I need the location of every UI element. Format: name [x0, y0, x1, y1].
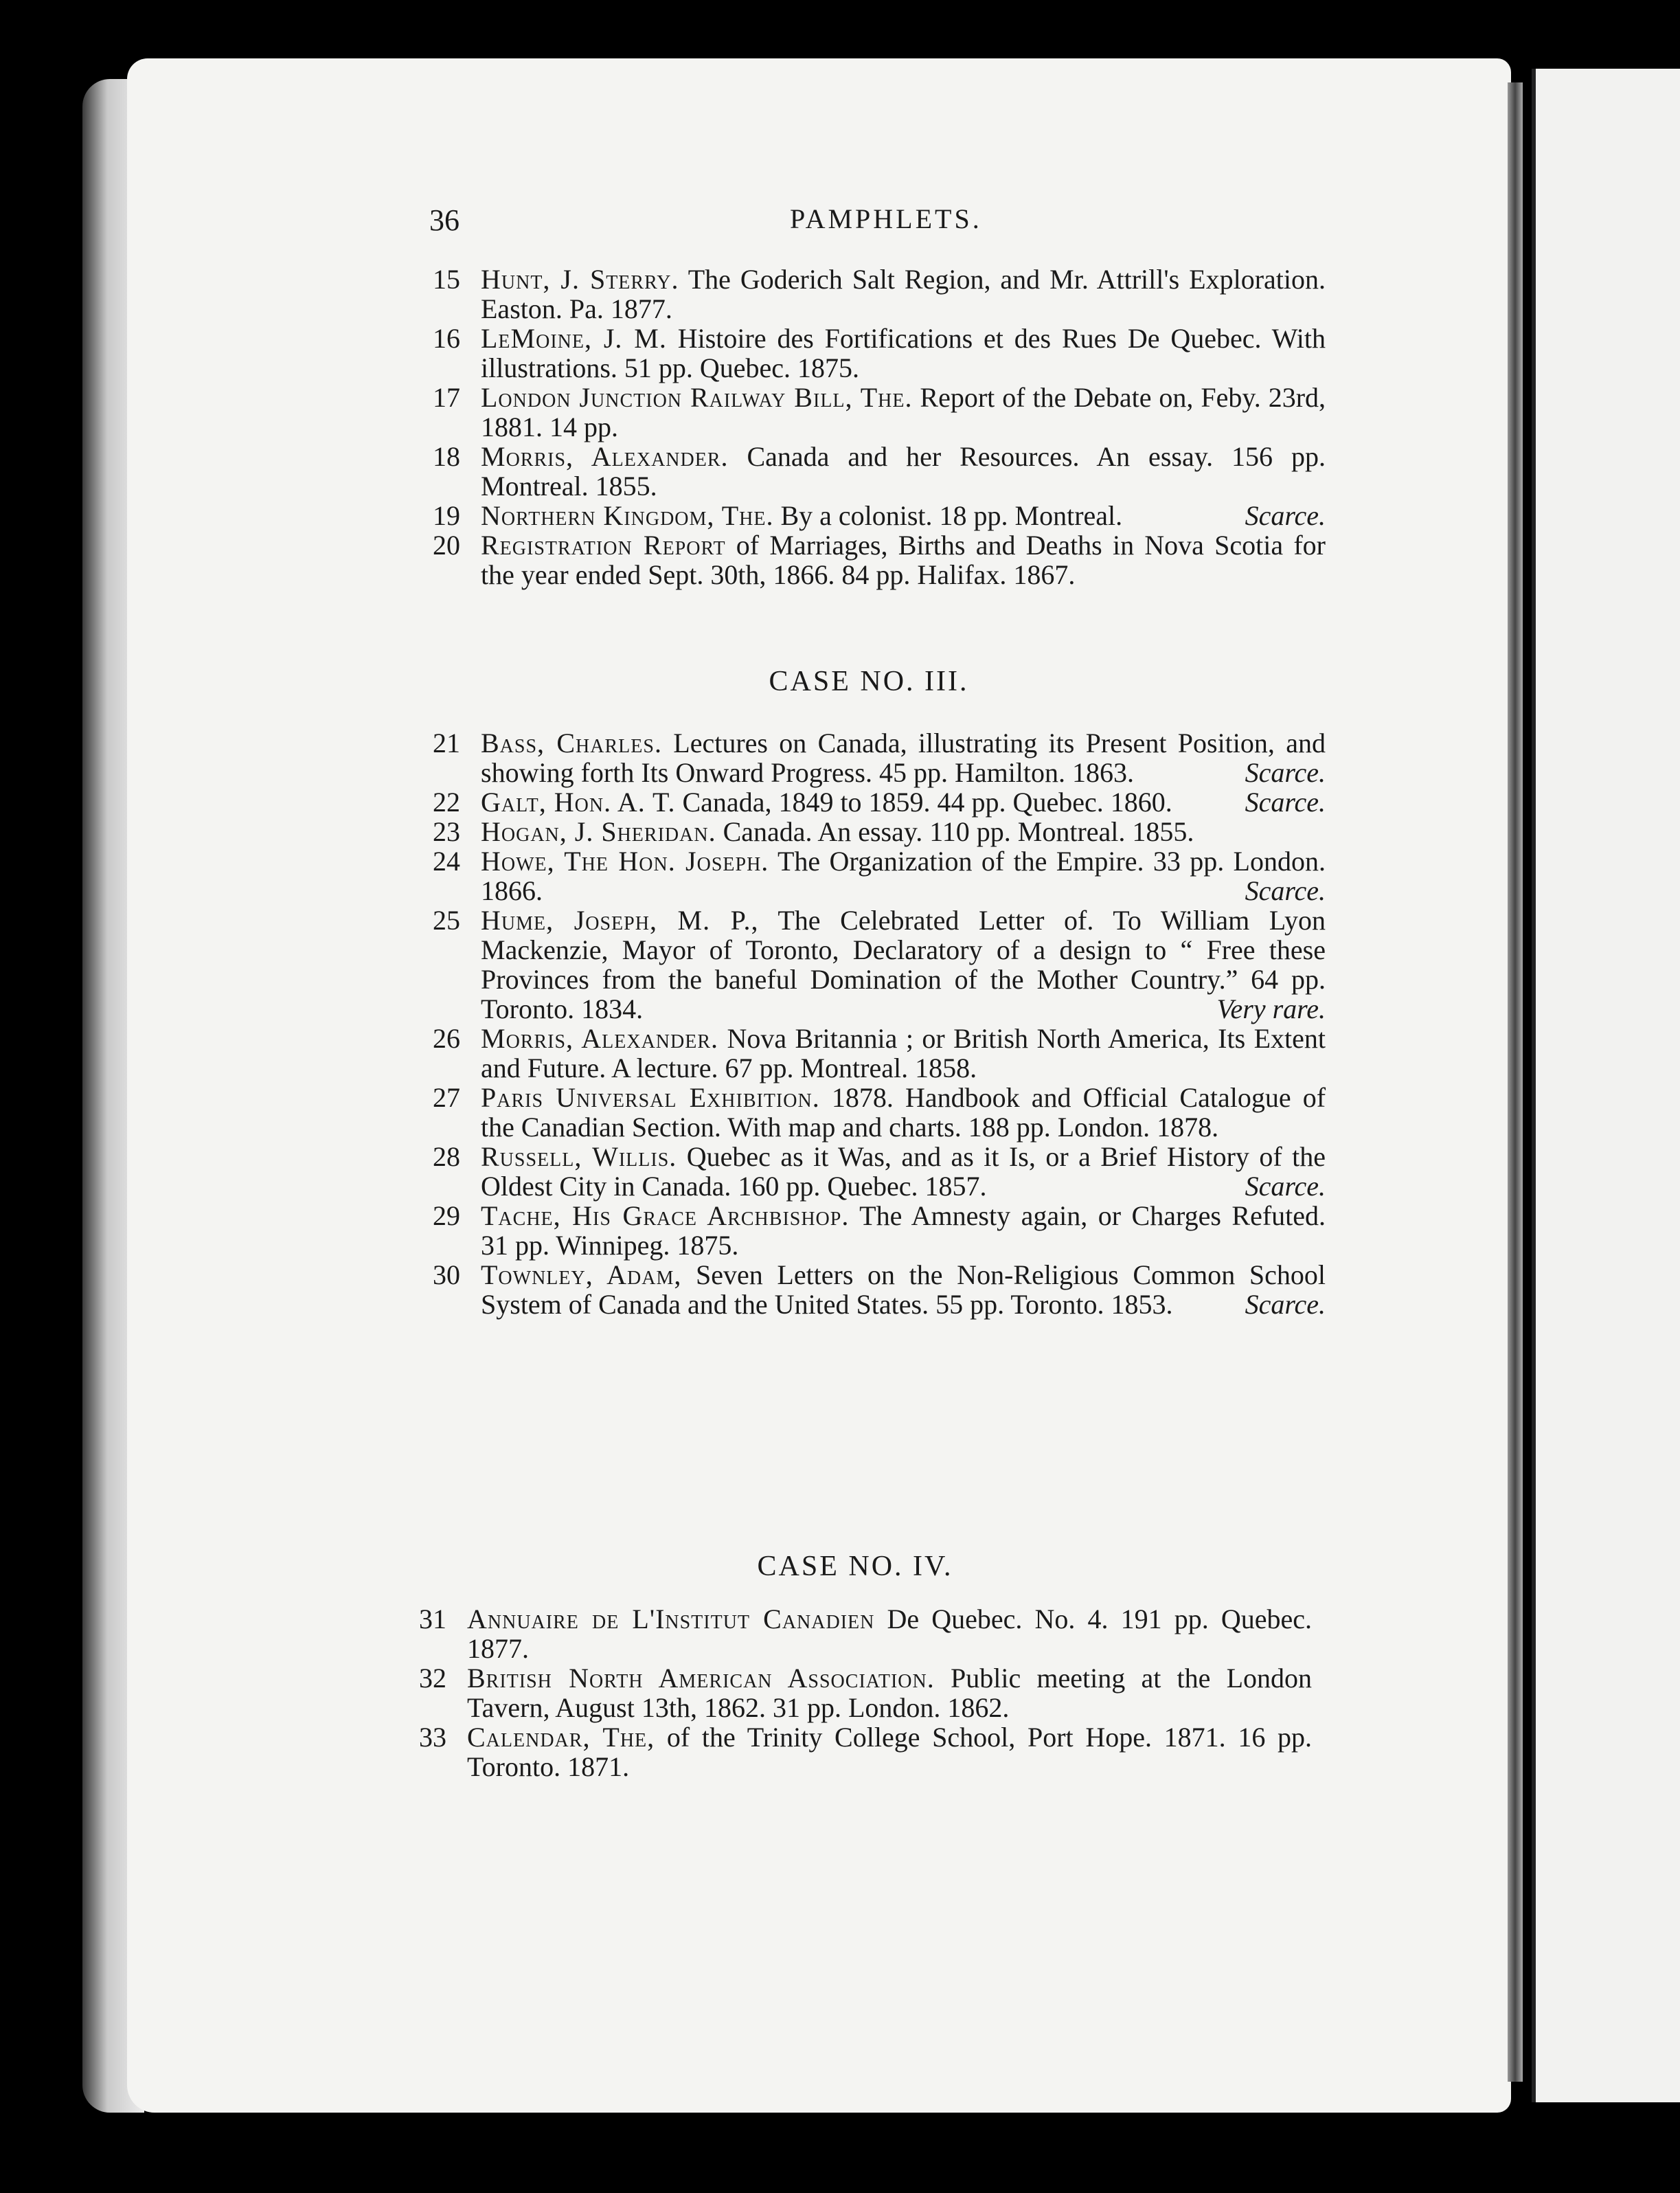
entry-text: The Amnesty again, or Charges Refuted. 31 pp. Winnipeg. 1875.: [481, 1200, 1326, 1261]
catalog-entry: [412, 846, 1326, 906]
entry-list-case4: [398, 1604, 1312, 1781]
entry-number: 18: [433, 441, 460, 472]
entry-body: [467, 1722, 1312, 1781]
entry-body: [481, 1260, 1326, 1319]
entry-body: [481, 1024, 1326, 1083]
entry-number: 20: [433, 530, 460, 561]
entry-author: London Junction Railway Bill, The.: [481, 382, 913, 413]
catalog-entry: [412, 817, 1326, 846]
page-number: 36: [429, 203, 459, 237]
catalog-entry: [412, 1260, 1326, 1319]
entry-text: Lectures on Canada, illustrating its Present Position, and showing forth Its Onward Progress. 45 pp. Hamilton. 1863.: [481, 728, 1326, 788]
facing-page: [1532, 69, 1680, 2102]
entry-text: Canada. An essay. 110 pp. Montreal. 1855.: [723, 816, 1194, 847]
catalog-entry: [412, 1024, 1326, 1083]
entry-author: LeMoine, J. M.: [481, 323, 667, 354]
entry-number: 32: [419, 1663, 446, 1694]
entry-number: 24: [433, 846, 460, 877]
entry-body: [481, 442, 1326, 501]
entry-author: Hunt, J. Sterry.: [481, 264, 679, 295]
entry-rarity-note: Very rare.: [1216, 993, 1326, 1024]
entry-text: Canada, 1849 to 1859. 44 pp. Quebec. 1860.: [682, 787, 1172, 818]
catalog-entry: [412, 787, 1326, 817]
entry-text: Nova Britannia ; or British North America, Its Extent and Future. A lecture. 67 pp. Montreal. 1858.: [481, 1023, 1326, 1083]
entry-text: Report of the Debate on, Feby. 23rd, 1881. 14 pp.: [481, 382, 1326, 442]
entry-rarity-note: Scarce.: [1245, 757, 1326, 788]
entry-number: 19: [433, 500, 460, 531]
entry-text: The Celebrated Letter of. To William Lyon Mackenzie, Mayor of Toronto, Declaratory of a design to “ Free these Provinces from the baneful Domination of the Mother Country.” 64 pp. Toronto. 1834.: [481, 905, 1326, 1024]
entry-body: [467, 1604, 1312, 1663]
entry-author: Paris Universal Exhibition.: [481, 1082, 820, 1113]
entry-list-pre-case3: [412, 265, 1326, 589]
entry-body: [481, 1142, 1326, 1201]
entry-author: Registration Report: [481, 530, 726, 561]
entry-body: [481, 1083, 1326, 1142]
catalog-entry: [412, 530, 1326, 589]
entry-author: Calendar, The,: [467, 1722, 655, 1753]
catalog-entry: [398, 1722, 1312, 1781]
entry-author: Townley, Adam,: [481, 1259, 682, 1290]
running-head: [429, 203, 1322, 244]
entry-text: of the Trinity College School, Port Hope. 1871. 16 pp. Toronto. 1871.: [467, 1722, 1313, 1782]
entry-author: British North American Association.: [467, 1663, 935, 1694]
entry-body: [481, 906, 1326, 1024]
catalog-entry: [412, 324, 1326, 383]
entry-number: 29: [433, 1200, 460, 1231]
catalog-entry: [398, 1663, 1312, 1722]
entry-body: [481, 787, 1326, 817]
entry-author: Morris, Alexander.: [481, 1023, 719, 1054]
entry-number: 25: [433, 905, 460, 936]
catalog-entry: [412, 1201, 1326, 1260]
entry-text: of Marriages, Births and Deaths in Nova Scotia for the year ended Sept. 30th, 1866. 84 pp. Halifax. 1867.: [481, 530, 1326, 590]
entry-rarity-note: Scarce.: [1245, 787, 1326, 818]
entry-author: Russell, Willis.: [481, 1141, 677, 1172]
entry-rarity-note: Scarce.: [1245, 1171, 1326, 1202]
entry-body: [481, 846, 1326, 906]
entry-text: 1878. Handbook and Official Catalogue of the Canadian Section. With map and charts. 188 pp. London. 1878.: [481, 1082, 1326, 1143]
catalog-entry: [412, 1142, 1326, 1201]
entry-text: Histoire des Fortifications et des Rues De Quebec. With illustrations. 51 pp. Quebec. 1875.: [481, 323, 1326, 383]
entry-number: 31: [419, 1604, 446, 1634]
entry-body: [481, 324, 1326, 383]
catalog-entry: [412, 906, 1326, 1024]
entry-author: Howe, The Hon. Joseph.: [481, 846, 769, 877]
entry-body: [481, 1201, 1326, 1260]
entry-number: 16: [433, 323, 460, 354]
entry-rarity-note: Scarce.: [1245, 875, 1326, 906]
entry-body: [481, 265, 1326, 324]
entry-list-case3: [412, 728, 1326, 1319]
entry-text: The Organization of the Empire. 33 pp. London. 1866.: [481, 846, 1326, 906]
entry-number: 17: [433, 382, 460, 413]
entry-text: Seven Letters on the Non-Religious Common School System of Canada and the United States. 55 pp. Toronto. 1853.: [481, 1259, 1326, 1320]
catalog-entry: [412, 383, 1326, 442]
entry-number: 28: [433, 1141, 460, 1172]
entry-number: 22: [433, 787, 460, 818]
entry-author: Tache, His Grace Archbishop.: [481, 1200, 850, 1231]
catalog-entry: [412, 442, 1326, 501]
case-heading-iv: CASE NO. IV.: [757, 1551, 953, 1582]
page-gutter: [1508, 82, 1523, 2082]
entry-text: Canada and her Resources. An essay. 156 pp. Montreal. 1855.: [481, 441, 1326, 502]
entry-body: [481, 728, 1326, 787]
entry-number: 15: [433, 264, 460, 295]
entry-number: 26: [433, 1023, 460, 1054]
catalog-entry: [412, 265, 1326, 324]
entry-body: [481, 501, 1326, 530]
entry-number: 23: [433, 816, 460, 847]
case-heading-iii: CASE NO. III.: [769, 666, 969, 697]
catalog-entry: [398, 1604, 1312, 1663]
entry-author: Hume, Joseph, M. P.,: [481, 905, 759, 936]
entry-text: Public meeting at the London Tavern, August 13th, 1862. 31 pp. London. 1862.: [467, 1663, 1313, 1723]
entry-body: [481, 817, 1326, 846]
entry-author: Galt, Hon. A. T.: [481, 787, 676, 818]
entry-text: Quebec as it Was, and as it Is, or a Brief History of the Oldest City in Canada. 160 pp. Quebec. 1857.: [481, 1141, 1326, 1202]
entry-text: By a colonist. 18 pp. Montreal.: [780, 500, 1123, 531]
entry-body: [481, 383, 1326, 442]
entry-author: Northern Kingdom, The.: [481, 500, 774, 531]
entry-rarity-note: Scarce.: [1245, 500, 1326, 531]
entry-number: 33: [419, 1722, 446, 1753]
catalog-entry: [412, 501, 1326, 530]
entry-body: [481, 530, 1326, 589]
entry-author: Hogan, J. Sheridan.: [481, 816, 716, 847]
entry-text: De Quebec. No. 4. 191 pp. Quebec. 1877.: [467, 1604, 1313, 1664]
entry-number: 27: [433, 1082, 460, 1113]
entry-author: Annuaire de L'Institut Canadien: [467, 1604, 875, 1634]
catalog-entry: [412, 1083, 1326, 1142]
entry-text: The Goderich Salt Region, and Mr. Attrill's Exploration. Easton. Pa. 1877.: [481, 264, 1326, 324]
catalog-entry: [412, 728, 1326, 787]
entry-body: [467, 1663, 1312, 1722]
entry-rarity-note: Scarce.: [1245, 1289, 1326, 1320]
entry-number: 21: [433, 728, 460, 758]
entry-author: Bass, Charles.: [481, 728, 662, 758]
section-title: PAMPHLETS.: [790, 203, 982, 234]
entry-number: 30: [433, 1259, 460, 1290]
entry-author: Morris, Alexander.: [481, 441, 729, 472]
